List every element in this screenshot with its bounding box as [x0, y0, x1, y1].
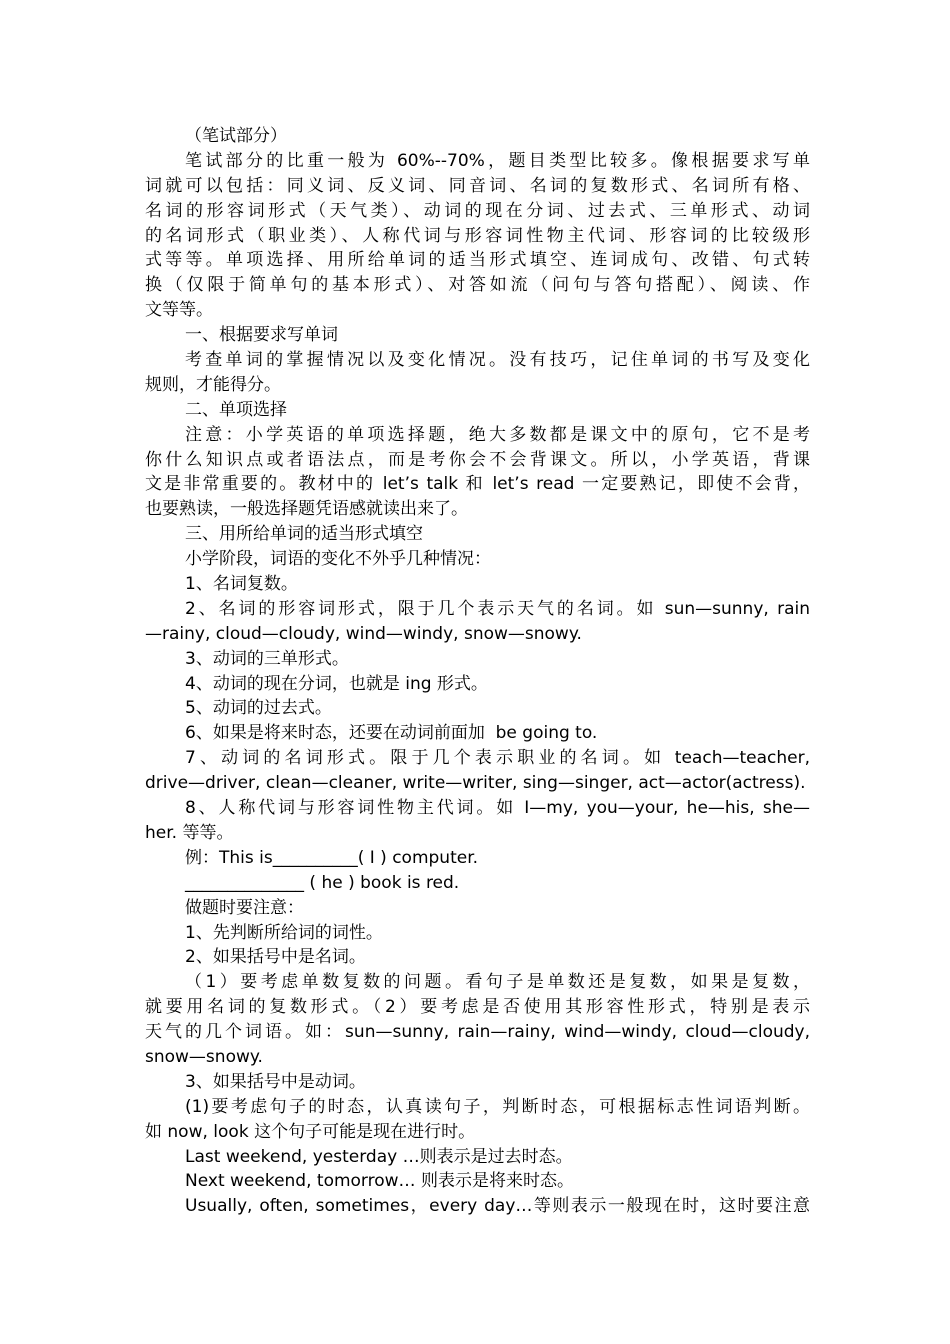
text-line: 小学阶段，词语的变化不外乎几种情况：: [185, 549, 491, 570]
text-line: 做题时要注意：: [185, 897, 304, 918]
text-line: 就要用名词的复数形式。（2）要考虑是否使用其形容性形式，特别是表示: [145, 997, 810, 1018]
text-line: her. 等等。: [145, 822, 234, 843]
text-line: 你什么知识点或者语法点，而是考你会不会背课文。所以，小学英语，背课: [145, 449, 810, 470]
text-line: 换（仅限于简单句的基本形式）、对答如流（问句与答句搭配）、阅读、作: [145, 275, 810, 296]
text-line: 的名词形式（职业类）、人称代词与形容词性物主代词、形容词的比较级形: [145, 225, 810, 246]
text-line: 6、如果是将来时态，还要在动词前面加 be going to.: [185, 723, 598, 744]
text-line: 规则，才能得分。: [145, 374, 281, 395]
text-line: 例：This is__________( I ) computer.: [185, 847, 479, 868]
text-line: 7、动词的名词形式。限于几个表示职业的名词。如 teach—teacher,: [185, 748, 810, 769]
text-line: drive—driver, clean—cleaner, write—writer, sing—singer, act—actor(actress).: [145, 773, 806, 794]
text-line: 1、名词复数。: [185, 574, 298, 595]
text-line: 2、如果括号中是名词。: [185, 947, 366, 968]
text-line: （1）要考虑单数复数的问题。看句子是单数还是复数，如果是复数，: [185, 972, 810, 993]
text-line: 考查单词的掌握情况以及变化情况。没有技巧，记住单词的书写及变化: [185, 350, 810, 371]
text-line: 也要熟读，一般选择题凭语感就读出来了。: [145, 499, 468, 520]
text-line: ______________ ( he ) book is red.: [185, 872, 460, 893]
text-line: 3、动词的三单形式。: [185, 648, 349, 669]
text-line: 笔试部分的比重一般为 60%--70%，题目类型比较多。像根据要求写单: [185, 150, 810, 171]
text-line: (1)要考虑句子的时态，认真读句子，判断时态，可根据标志性词语判断。: [185, 1096, 810, 1117]
text-line: Usually, often, sometimes，every day…等则表示一般现在时，这时要注意: [185, 1196, 810, 1217]
text-line: 三、用所给单词的适当形式填空: [185, 524, 423, 545]
text-line: （笔试部分）: [185, 126, 287, 146]
text-line: 名词的形容词形式（天气类）、动词的现在分词、过去式、三单形式、动词: [145, 200, 810, 221]
text-line: 注意：小学英语的单项选择题，绝大多数都是课文中的原句，它不是考: [185, 424, 810, 445]
text-line: Last weekend, yesterday …则表示是过去时态。: [185, 1146, 573, 1167]
text-line: Next weekend, tomorrow… 则表示是将来时态。: [185, 1171, 574, 1192]
text-line: 式等等。单项选择、用所给单词的适当形式填空、连词成句、改错、句式转: [145, 250, 810, 271]
text-line: 1、先判断所给词的词性。: [185, 922, 383, 943]
document-body: [145, 124, 810, 1219]
text-line: 一、根据要求写单词: [185, 325, 338, 346]
text-line: 3、如果括号中是动词。: [185, 1071, 366, 1092]
text-line: snow—snowy.: [145, 1046, 263, 1067]
text-line: 文是非常重要的。教材中的 let’s talk 和 let’s read 一定要熟记，即使不会背，: [145, 474, 810, 495]
text-line: 5、动词的过去式。: [185, 698, 332, 719]
text-line: 2、名词的形容词形式，限于几个表示天气的名词。如 sun—sunny, rain: [185, 598, 810, 619]
text-line: 8、人称代词与形容词性物主代词。如 I—my, you—your, he—his, she—: [185, 798, 810, 819]
text-line: 天气的几个词语。如：sun—sunny, rain—rainy, wind—windy, cloud—cloudy,: [145, 1022, 810, 1043]
text-line: —rainy, cloud—cloudy, wind—windy, snow—snowy.: [145, 623, 582, 644]
text-line: 4、动词的现在分词，也就是 ing 形式。: [185, 673, 488, 694]
text-line: 文等等。: [145, 300, 213, 321]
text-line: 如 now, look 这个句子可能是现在进行时。: [145, 1121, 476, 1142]
text-line: 词就可以包括：同义词、反义词、同音词、名词的复数形式、名词所有格、: [145, 175, 810, 196]
text-line: 二、单项选择: [185, 399, 287, 420]
